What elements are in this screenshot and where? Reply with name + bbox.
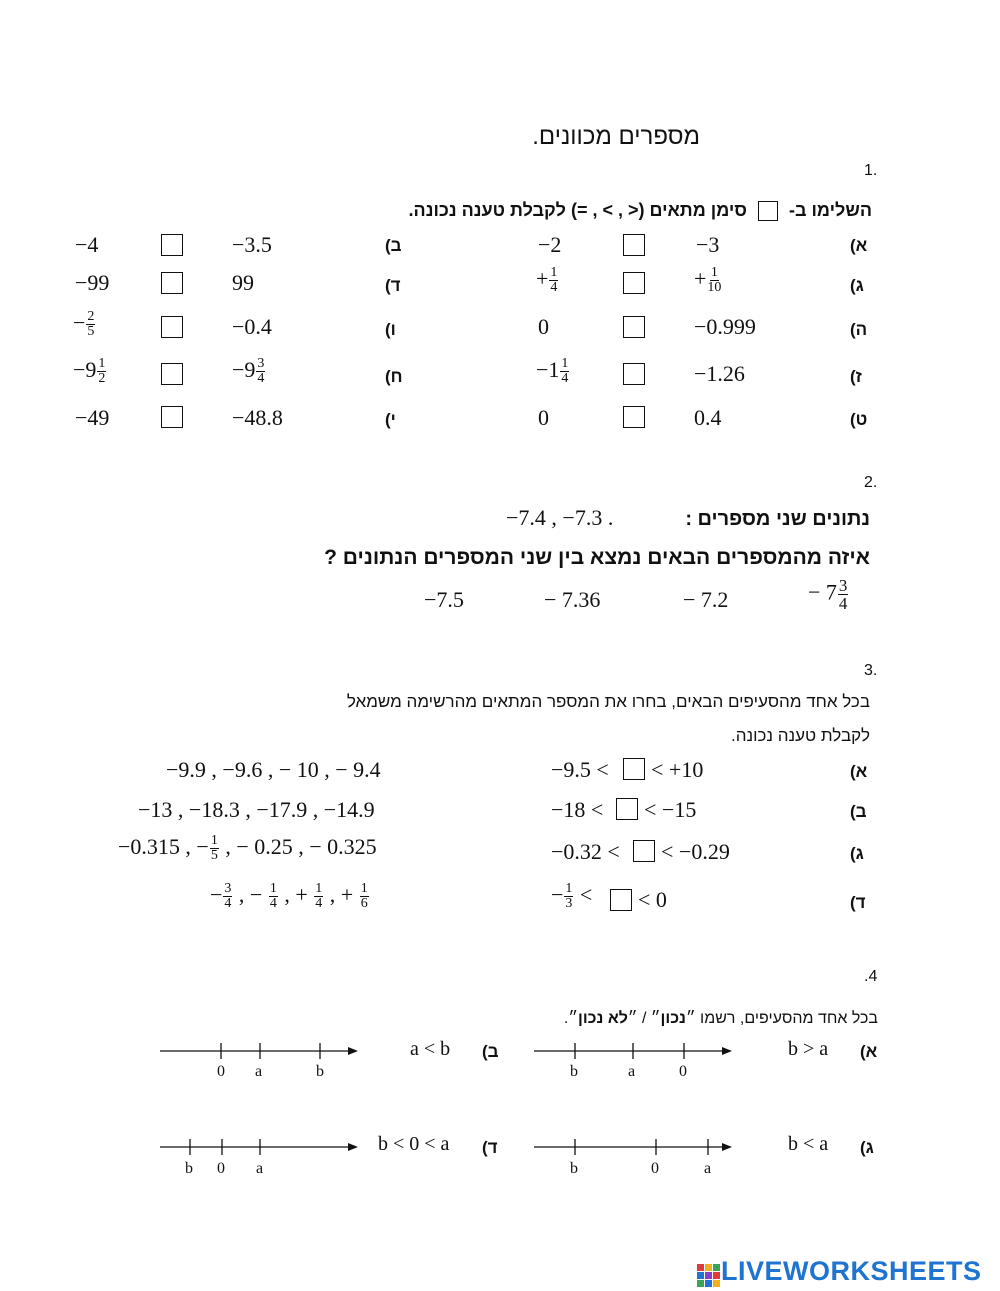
q1-b-answer-box[interactable] [161, 234, 183, 256]
q4-c-point-a: a [704, 1160, 712, 1177]
q1-e-right: 0 [538, 314, 549, 339]
q1-j-right: −49 [75, 405, 110, 430]
q2-line1: נתונים שני מספרים : [685, 508, 870, 530]
q4-b-point-b: b [316, 1063, 324, 1080]
q2-option-3: − 7.2 [683, 587, 729, 612]
logo-blocks-icon [697, 1263, 721, 1289]
q3-label-b: (ב [850, 802, 867, 821]
q3-d-answer-box[interactable] [610, 889, 632, 911]
q3-c-left: −0.32 < [551, 839, 620, 864]
q4-label-d: (ד [482, 1138, 498, 1157]
q1-f-left: −0.4 [232, 314, 272, 339]
q4-d-statement: b < 0 < a [378, 1133, 450, 1155]
q3-line2: לקבלת טענה נכונה. [730, 726, 870, 745]
q3-a-answer-box[interactable] [623, 758, 645, 780]
q1-j-answer-box[interactable] [161, 406, 183, 428]
q2-given-numbers: −7.4 , −7.3 . [506, 505, 614, 530]
q1-h-answer-box[interactable] [161, 363, 183, 385]
q1-a-left: −3 [696, 232, 720, 257]
q2-number: 2. [864, 474, 878, 491]
page-title: מספרים מכוונים. [532, 123, 700, 150]
q4-a-statement: b > a [788, 1038, 829, 1060]
q3-a-right: < +10 [651, 757, 704, 782]
q2-option-2: − 7.36 [544, 587, 601, 612]
q1-number: 1. [864, 162, 878, 179]
q1-label-a: (א [850, 236, 868, 255]
q1-h-right: −9 $\frac{1}{2}$ [73, 356, 106, 387]
q1-label-i: (ט [850, 410, 868, 429]
q1-g-right: −1 $\frac{1}{4}$ [536, 356, 569, 387]
q3-b-left: −18 < [551, 797, 604, 822]
q4-number: .4 [864, 968, 878, 985]
q4-d-point-a: a [256, 1160, 264, 1177]
q3-a-left: −9.5 < [551, 757, 609, 782]
q1-b-right: −4 [75, 232, 99, 257]
q3-label-a: (א [850, 762, 868, 781]
q1-f-right: − $\frac{2}{5}$ [73, 309, 95, 340]
liveworksheets-logo: LIVEWORKSHEETS [697, 1256, 982, 1289]
q1-f-answer-box[interactable] [161, 316, 183, 338]
q1-h-left: −9 $\frac{3}{4}$ [232, 356, 265, 387]
q4-label-a: (א [860, 1042, 878, 1061]
sample-box [758, 201, 778, 221]
q4-b-point-0: 0 [217, 1063, 225, 1080]
q1-a-right: −2 [538, 232, 562, 257]
q1-c-answer-box[interactable] [623, 272, 645, 294]
q1-e-left: −0.999 [694, 314, 756, 339]
q1-label-j: (י [385, 410, 396, 429]
q1-i-answer-box[interactable] [623, 406, 645, 428]
q1-j-left: −48.8 [232, 405, 283, 430]
q3-d-options: − $\frac{3}{4}$ , − $\frac{1}{4}$ , + $\frac{1}{4}$ , + $\frac{1}{6}$ [210, 881, 368, 912]
q3-b-right: < −15 [644, 797, 697, 822]
q3-a-options: −9.9 , −9.6 , − 10 , − 9.4 [166, 757, 381, 782]
q1-d-right: −99 [75, 270, 110, 295]
q4-a-point-0: 0 [679, 1063, 687, 1080]
q2-option-4: − 7 $\frac{3}{4}$ [808, 576, 848, 613]
q1-label-g: (ז [850, 367, 862, 386]
q4-c-point-b: b [570, 1160, 578, 1177]
q3-number: 3. [864, 662, 878, 679]
q3-c-right: < −0.29 [661, 839, 730, 864]
q1-i-right: 0 [538, 405, 549, 430]
q1-g-answer-box[interactable] [623, 363, 645, 385]
q1-g-left: −1.26 [694, 361, 745, 386]
q3-c-answer-box[interactable] [633, 840, 655, 862]
q4-c-point-0: 0 [651, 1160, 659, 1177]
q1-a-answer-box[interactable] [623, 234, 645, 256]
q4-d-point-b: b [185, 1160, 193, 1177]
q4-d-point-0: 0 [217, 1160, 225, 1177]
q1-c-right: + $\frac{1}{4}$ [536, 265, 558, 296]
q1-instruction: השלימו ב- סימן מתאים (< , > , =) לקבלת טענה נכונה. [408, 200, 872, 220]
q4-b-point-a: a [255, 1063, 263, 1080]
q1-b-left: −3.5 [232, 232, 272, 257]
q1-e-answer-box[interactable] [623, 316, 645, 338]
q2-option-1: −7.5 [424, 587, 464, 612]
q4-b-number-line [158, 1038, 368, 1086]
q1-label-c: (ג [850, 276, 864, 295]
q3-label-d: (ד [850, 893, 866, 912]
q1-label-d: (ד [385, 276, 401, 295]
q4-a-point-a: a [628, 1063, 636, 1080]
q3-label-c: (ג [850, 844, 864, 863]
q4-b-statement: a < b [410, 1038, 451, 1060]
q3-d-left: − $\frac{1}{3}$ < [551, 881, 593, 912]
q1-d-answer-box[interactable] [161, 272, 183, 294]
q4-c-statement: b < a [788, 1133, 829, 1155]
q1-i-left: 0.4 [694, 405, 722, 430]
q4-a-number-line [532, 1038, 742, 1086]
q3-line1: בכל אחד מהסעיפים הבאים, בחרו את המספר המתאים מהרשימה משמאל [346, 692, 870, 711]
q4-label-b: (ב [482, 1042, 499, 1061]
q2-line2: איזה מהמספרים הבאים נמצא בין שני המספרים הנתונים ? [324, 546, 870, 569]
q4-a-point-b: b [570, 1063, 578, 1080]
q1-c-left: + $\frac{1}{10}$ [694, 265, 722, 296]
q3-c-options: −0.315 , − $\frac{1}{5}$ , − 0.25 , − 0.325 [118, 833, 377, 864]
q1-d-left: 99 [232, 270, 254, 295]
q1-label-b: (ב [385, 236, 402, 255]
q1-label-e: (ה [850, 320, 868, 339]
q1-label-f: (ו [385, 320, 396, 339]
q3-b-answer-box[interactable] [616, 798, 638, 820]
q3-b-options: −13 , −18.3 , −17.9 , −14.9 [138, 797, 375, 822]
q4-label-c: (ג [860, 1138, 874, 1157]
q3-d-right: < 0 [638, 887, 667, 912]
q4-instruction: בכל אחד מהסעיפים, רשמו ״נכון״ / ״לא נכון״. [563, 1010, 878, 1027]
q1-label-h: (ח [385, 367, 403, 386]
